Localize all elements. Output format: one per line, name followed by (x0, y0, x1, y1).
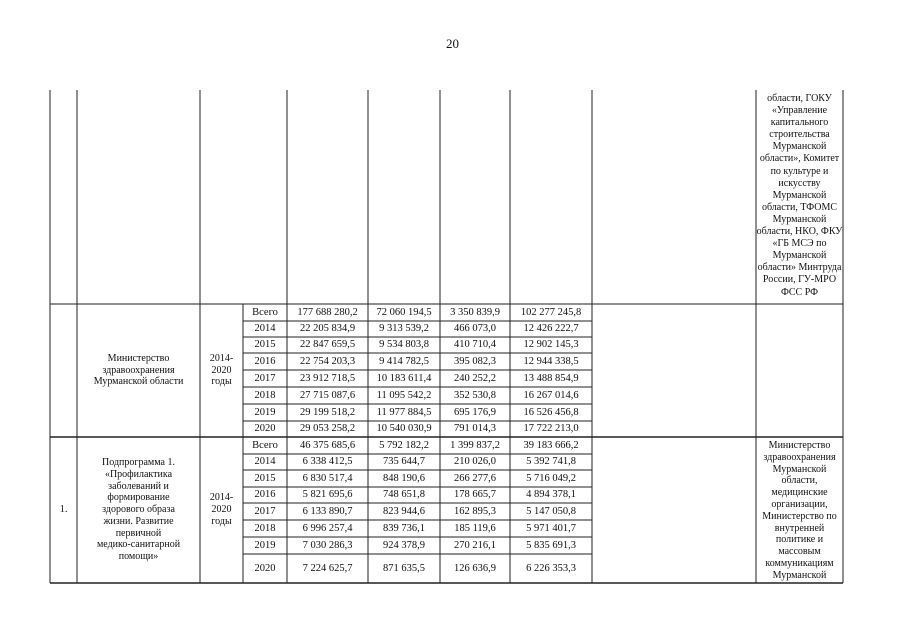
text-line: искусству (778, 177, 821, 189)
amount-cell (510, 520, 592, 537)
amount-cell (287, 520, 368, 537)
text-line: Министерство по (762, 510, 837, 522)
cell-value: 5 971 401,7 (526, 522, 576, 534)
cell-value: 2016 (254, 355, 276, 367)
text-line: формирование (107, 492, 170, 504)
text-line: 2020 (211, 364, 232, 376)
responsible-executors-cell (756, 90, 843, 304)
amount-cell (440, 337, 510, 353)
year-cell (243, 470, 287, 487)
cell-value: 16 526 456,8 (523, 406, 579, 418)
cell-value: 5 392 741,8 (526, 456, 576, 468)
amount-cell (368, 454, 440, 470)
amount-cell (287, 304, 368, 321)
cell-value: 6 338 412,5 (302, 456, 353, 468)
cell-value: 9 313 539,2 (379, 323, 429, 335)
amount-cell (510, 353, 592, 370)
amount-cell (368, 487, 440, 503)
amount-cell (368, 537, 440, 554)
cell-value: 2014 (254, 456, 276, 468)
year-cell (243, 437, 287, 454)
cell-value: 9 534 803,8 (379, 339, 429, 351)
cell-value: 16 267 014,6 (523, 389, 579, 401)
cell-value: 178 665,7 (454, 489, 496, 501)
amount-cell (368, 304, 440, 321)
amount-cell (287, 387, 368, 404)
text-line: капитального (770, 117, 829, 129)
amount-cell (440, 487, 510, 503)
text-line: России, ГУ-МРО (762, 274, 837, 286)
text-line: области, ТФОМС (761, 201, 838, 213)
text-line: годы (211, 515, 232, 527)
cell-value: 2017 (254, 505, 276, 517)
cell-value: 466 073,0 (454, 323, 496, 335)
amount-cell (440, 370, 510, 387)
amount-cell (510, 437, 592, 454)
text-line: Мурманской (772, 250, 827, 262)
text-line: здравоохранения (102, 364, 175, 376)
cell-value: 3 350 839,9 (450, 306, 500, 318)
text-line: медицинские (771, 487, 828, 499)
text-line: Мурманской области (93, 376, 184, 388)
cell-value: 240 252,2 (454, 372, 496, 384)
cell-value: 5 716 049,2 (526, 472, 576, 484)
cell-value: 12 944 338,5 (523, 355, 579, 367)
text-line: Мурманской (772, 213, 827, 225)
amount-cell (440, 353, 510, 370)
cell-value: 2018 (254, 389, 276, 401)
amount-cell (368, 520, 440, 537)
cell-value: 871 635,5 (383, 562, 425, 574)
executor-name-cell (77, 304, 200, 437)
amount-cell (287, 353, 368, 370)
amount-cell (368, 437, 440, 454)
text-line: внутренней (774, 522, 825, 534)
cell-value: 29 053 258,2 (299, 423, 356, 435)
amount-cell (510, 304, 592, 321)
amount-cell (510, 554, 592, 583)
cell-value: 5 835 691,3 (526, 539, 576, 551)
text-line: массовым (778, 546, 821, 558)
amount-cell (440, 387, 510, 404)
cell-value: 27 715 087,6 (299, 389, 356, 401)
cell-value: Всего (252, 306, 278, 318)
amount-cell (287, 554, 368, 583)
text-line: помощи» (118, 551, 159, 563)
amount-cell (368, 503, 440, 520)
text-line: медико-санитарной (96, 539, 181, 551)
amount-cell (510, 503, 592, 520)
text-line: заболеваний и (108, 480, 169, 492)
cell-value: 2019 (254, 406, 276, 418)
text-line: Подпрограмма 1. (102, 456, 175, 468)
year-cell (243, 554, 287, 583)
amount-cell (287, 487, 368, 503)
amount-cell (440, 470, 510, 487)
amount-cell (368, 370, 440, 387)
text-line: области, (781, 475, 818, 487)
cell-value: 46 375 685,6 (299, 439, 356, 451)
text-line: жизни. Развитие (103, 515, 174, 527)
cell-value: 12 902 145,3 (523, 339, 579, 351)
cell-value: 17 722 213,0 (523, 423, 579, 435)
cell-value: 72 060 194,5 (376, 306, 432, 318)
amount-cell (510, 537, 592, 554)
amount-cell (510, 370, 592, 387)
cell-value: 748 651,8 (383, 489, 425, 501)
year-cell (243, 387, 287, 404)
amount-cell (440, 421, 510, 437)
cell-value: 13 488 854,9 (523, 372, 579, 384)
amount-cell (368, 387, 440, 404)
text-line: Министерство (107, 352, 170, 364)
text-line: по культуре и (770, 165, 829, 177)
cell-value: 22 847 659,5 (299, 339, 356, 351)
cell-value: 352 530,8 (454, 389, 496, 401)
cell-value: 270 216,1 (454, 539, 496, 551)
cell-value: 7 224 625,7 (302, 562, 353, 574)
amount-cell (510, 337, 592, 353)
cell-value: 266 277,6 (454, 472, 496, 484)
cell-value: 839 736,1 (383, 522, 425, 534)
row-number-cell (50, 437, 77, 583)
text-line: 2014- (209, 492, 234, 504)
text-line: организации, (771, 498, 828, 510)
text-line: Мурманской (772, 189, 827, 201)
cell-value: 2017 (254, 372, 276, 384)
cell-value: 410 710,4 (454, 339, 496, 351)
amount-cell (368, 470, 440, 487)
cell-value: 2015 (254, 472, 276, 484)
cell-value: 4 894 378,1 (526, 489, 576, 501)
cell-value: 823 944,6 (383, 505, 425, 517)
cell-value: 2016 (254, 489, 276, 501)
amount-cell (440, 321, 510, 337)
cell-value: 5 821 695,6 (302, 489, 353, 501)
year-cell (243, 353, 287, 370)
cell-value: 210 026,0 (454, 456, 496, 468)
cell-value: 395 082,3 (454, 355, 496, 367)
cell-value: 924 378,9 (383, 539, 425, 551)
cell-value: 23 912 718,5 (299, 372, 356, 384)
cell-value: 695 176,9 (454, 406, 496, 418)
text-line: политике и (775, 534, 824, 546)
cell-value: 6 133 890,7 (302, 505, 353, 517)
responsible-executors-cell (756, 437, 843, 583)
amount-cell (287, 470, 368, 487)
amount-cell (440, 537, 510, 554)
text-line: «ГБ МСЭ по (772, 238, 827, 250)
year-cell (243, 503, 287, 520)
text-line: коммуникациям (765, 557, 834, 569)
cell-value: 102 277 245,8 (520, 306, 582, 318)
amount-cell (510, 387, 592, 404)
amount-cell (440, 304, 510, 321)
year-cell (243, 370, 287, 387)
cell-value: 2018 (254, 522, 276, 534)
year-cell (243, 454, 287, 470)
amount-cell (287, 454, 368, 470)
text-line: области, ГОКУ (767, 93, 832, 104)
amount-cell (510, 487, 592, 503)
cell-value: 2015 (254, 339, 276, 351)
amount-cell (287, 421, 368, 437)
cell-value: 791 014,3 (454, 423, 496, 435)
amount-cell (287, 404, 368, 421)
cell-value: 1 399 837,2 (450, 439, 500, 451)
cell-value: 1. (59, 504, 68, 516)
cell-value: 29 199 518,2 (299, 406, 356, 418)
cell-value: 2019 (254, 539, 276, 551)
amount-cell (287, 370, 368, 387)
period-cell (200, 437, 243, 583)
subprogram-name-cell (77, 437, 200, 583)
amount-cell (287, 503, 368, 520)
cell-value: 848 190,6 (383, 472, 425, 484)
cell-value: Всего (252, 439, 278, 451)
amount-cell (440, 520, 510, 537)
text-line: Мурманской (772, 463, 827, 475)
cell-value: 2020 (254, 423, 276, 435)
text-line: «Управление (771, 105, 828, 117)
amount-cell (368, 421, 440, 437)
cell-value: 22 754 203,3 (299, 355, 356, 367)
cell-value: 10 183 611,4 (376, 372, 432, 384)
text-line: «Профилактика (104, 468, 173, 480)
cell-value: 39 183 666,2 (523, 439, 579, 451)
cell-value: 735 644,7 (383, 456, 425, 468)
cell-value: 11 095 542,2 (376, 389, 432, 401)
amount-cell (287, 537, 368, 554)
amount-cell (287, 321, 368, 337)
text-line: Мурманской (772, 141, 827, 153)
amount-cell (510, 421, 592, 437)
cell-value: 5 147 050,8 (526, 505, 576, 517)
page-number: 20 (446, 36, 459, 51)
cell-value: 6 226 353,3 (526, 562, 576, 574)
cell-value: 177 688 280,2 (297, 306, 358, 318)
amount-cell (368, 337, 440, 353)
year-cell (243, 337, 287, 353)
year-cell (243, 304, 287, 321)
amount-cell (287, 337, 368, 353)
cell-value: 7 030 286,3 (302, 539, 353, 551)
cell-value: 162 895,3 (454, 505, 496, 517)
year-cell (243, 321, 287, 337)
text-line: 2020 (211, 504, 232, 516)
cell-value: 5 792 182,2 (379, 439, 429, 451)
amount-cell (368, 404, 440, 421)
cell-value: 9 414 782,5 (379, 355, 429, 367)
year-cell (243, 404, 287, 421)
cell-value: 6 830 517,4 (302, 472, 353, 484)
cell-value: 2014 (254, 323, 276, 335)
text-line: области», Комитет (759, 153, 840, 165)
text-line: Министерство (768, 440, 831, 451)
amount-cell (510, 321, 592, 337)
text-line: здравоохранения (763, 451, 836, 463)
amount-cell (287, 437, 368, 454)
year-cell (243, 537, 287, 554)
cell-value: 12 426 222,7 (523, 323, 579, 335)
amount-cell (368, 321, 440, 337)
text-line: первичной (115, 527, 162, 539)
amount-cell (440, 503, 510, 520)
text-line: годы (211, 376, 232, 388)
year-cell (243, 487, 287, 503)
amount-cell (440, 454, 510, 470)
cell-value: 22 205 834,9 (299, 323, 356, 335)
text-line: области, НКО, ФКУ (756, 226, 843, 238)
amount-cell (510, 404, 592, 421)
amount-cell (440, 554, 510, 583)
text-line: строительства (769, 129, 830, 141)
cell-value: 185 119,6 (454, 522, 496, 534)
text-line: 2014- (209, 352, 234, 364)
text-line: Мурманской (772, 569, 827, 581)
cell-value: 10 540 030,9 (376, 423, 432, 435)
text-line: здорового образа (102, 504, 175, 516)
amount-cell (368, 353, 440, 370)
amount-cell (368, 554, 440, 583)
cell-value: 2020 (254, 562, 276, 574)
cell-value: 11 977 884,5 (376, 406, 432, 418)
cell-value: 6 996 257,4 (302, 522, 353, 534)
amount-cell (440, 404, 510, 421)
cell-value: 126 636,9 (454, 562, 496, 574)
text-line: области» Минтруда (757, 262, 842, 274)
amount-cell (440, 437, 510, 454)
period-cell (200, 304, 243, 437)
year-cell (243, 520, 287, 537)
text-line: ФСС РФ (780, 286, 819, 298)
amount-cell (510, 470, 592, 487)
amount-cell (510, 454, 592, 470)
year-cell (243, 421, 287, 437)
